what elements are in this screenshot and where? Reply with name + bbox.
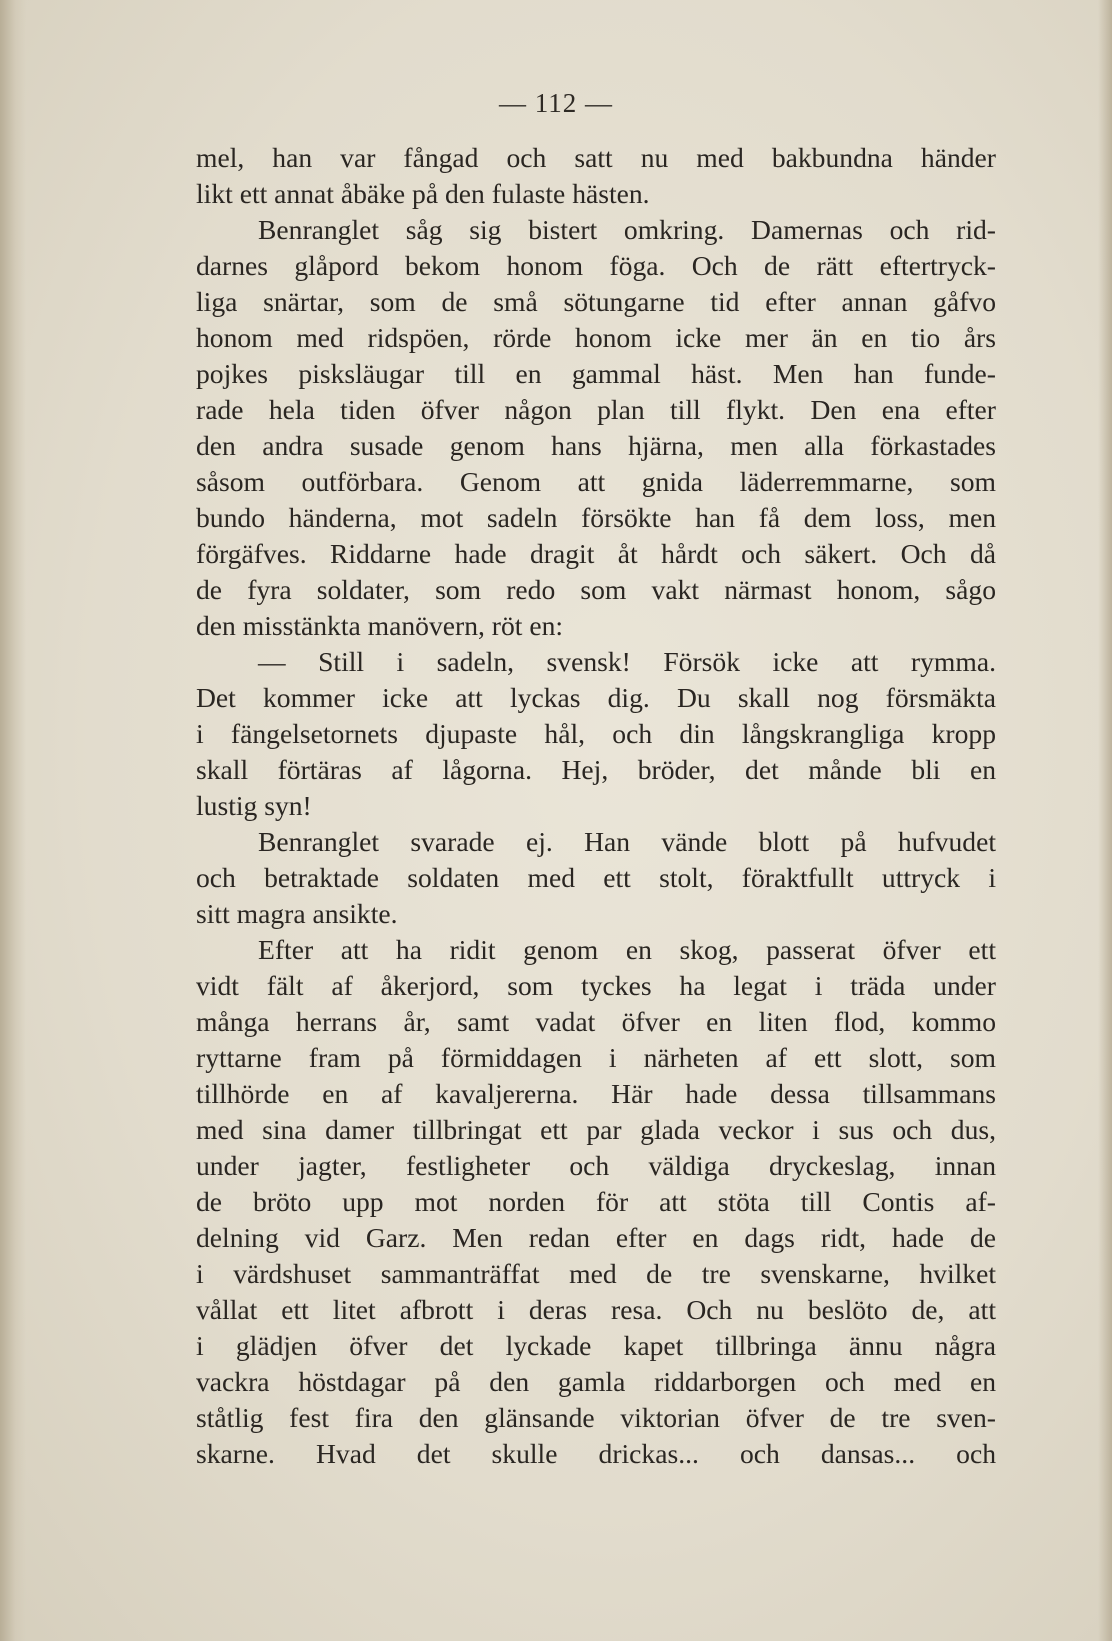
text-line: ryttarne fram på förmiddagen i närheten af ett slott, som — [196, 1042, 996, 1073]
text-line: ståtlig fest fira den glänsande viktorian öfver de tre sven- — [196, 1402, 996, 1433]
text-line: såsom outförbara. Genom att gnida läderremmarne, som — [196, 466, 996, 497]
text-line: sitt magra ansikte. — [196, 898, 398, 929]
body-text — [196, 140, 996, 1472]
text-line: rade hela tiden öfver någon plan till flykt. Den ena efter — [196, 394, 996, 425]
text-line: förgäfves. Riddarne hade dragit åt hårdt och säkert. Och då — [196, 538, 996, 569]
text-line: i värdshuset sammanträffat med de tre svenskarne, hvilket — [196, 1258, 996, 1289]
text-line: liga snärtar, som de små sötungarne tid efter annan gåfvo — [196, 286, 996, 317]
text-line: med sina damer tillbringat ett par glada veckor i sus och dus, — [196, 1114, 996, 1145]
text-line: Det kommer icke att lyckas dig. Du skall nog försmäkta — [196, 682, 996, 713]
text-line: den andra susade genom hans hjärna, men alla förkastades — [196, 430, 996, 461]
text-line: Efter att ha ridit genom en skog, passerat öfver ett — [258, 934, 996, 965]
text-line: darnes glåpord bekom honom föga. Och de rätt eftertryck- — [196, 250, 996, 281]
text-line: i glädjen öfver det lyckade kapet tillbringa ännu några — [196, 1330, 996, 1361]
text-line: pojkes pisksläugar till en gammal häst. Men han funde- — [196, 358, 996, 389]
text-line: vackra höstdagar på den gamla riddarborgen och med en — [196, 1366, 996, 1397]
text-line: mel, han var fångad och satt nu med bakbundna händer — [196, 142, 996, 173]
text-line: och betraktade soldaten med ett stolt, föraktfullt uttryck i — [196, 862, 996, 893]
text-line: Benranglet svarade ej. Han vände blott på hufvudet — [258, 826, 996, 857]
text-line: den misstänkta manövern, röt en: — [196, 610, 564, 641]
text-line: lustig syn! — [196, 790, 312, 821]
text-line: under jagter, festligheter och väldiga dryckeslag, innan — [196, 1150, 996, 1181]
text-line: många herrans år, samt vadat öfver en liten flod, kommo — [196, 1006, 996, 1037]
text-line: skall förtäras af lågorna. Hej, bröder, det månde bli en — [196, 754, 996, 785]
text-line: de bröto upp mot norden för att stöta till Contis af- — [196, 1186, 996, 1217]
text-line: — Still i sadeln, svensk! Försök icke att rymma. — [258, 646, 996, 677]
text-line: honom med ridspöen, rörde honom icke mer än en tio års — [196, 322, 996, 353]
text-line: i fängelsetornets djupaste hål, och din långskrangliga kropp — [196, 718, 996, 749]
page-number: — 112 — — [499, 88, 613, 118]
text-line: delning vid Garz. Men redan efter en dags ridt, hade de — [196, 1222, 996, 1253]
text-line: vållat ett litet afbrott i deras resa. Och nu beslöto de, att — [196, 1294, 996, 1325]
spine-shadow — [0, 0, 26, 1641]
text-line: bundo händerna, mot sadeln försökte han få dem loss, men — [196, 502, 996, 533]
text-line: vidt fält af åkerjord, som tyckes ha legat i träda under — [196, 970, 996, 1001]
text-line: skarne. Hvad det skulle drickas... och dansas... och — [196, 1438, 996, 1469]
page-edge-shadow — [1098, 0, 1112, 1641]
text-line: Benranglet såg sig bistert omkring. Damernas och rid- — [258, 214, 996, 245]
text-line: likt ett annat åbäke på den fulaste hästen. — [196, 178, 650, 209]
text-line: tillhörde en af kavaljererna. Här hade dessa tillsammans — [196, 1078, 996, 1109]
text-line: de fyra soldater, som redo som vakt närmast honom, sågo — [196, 574, 996, 605]
